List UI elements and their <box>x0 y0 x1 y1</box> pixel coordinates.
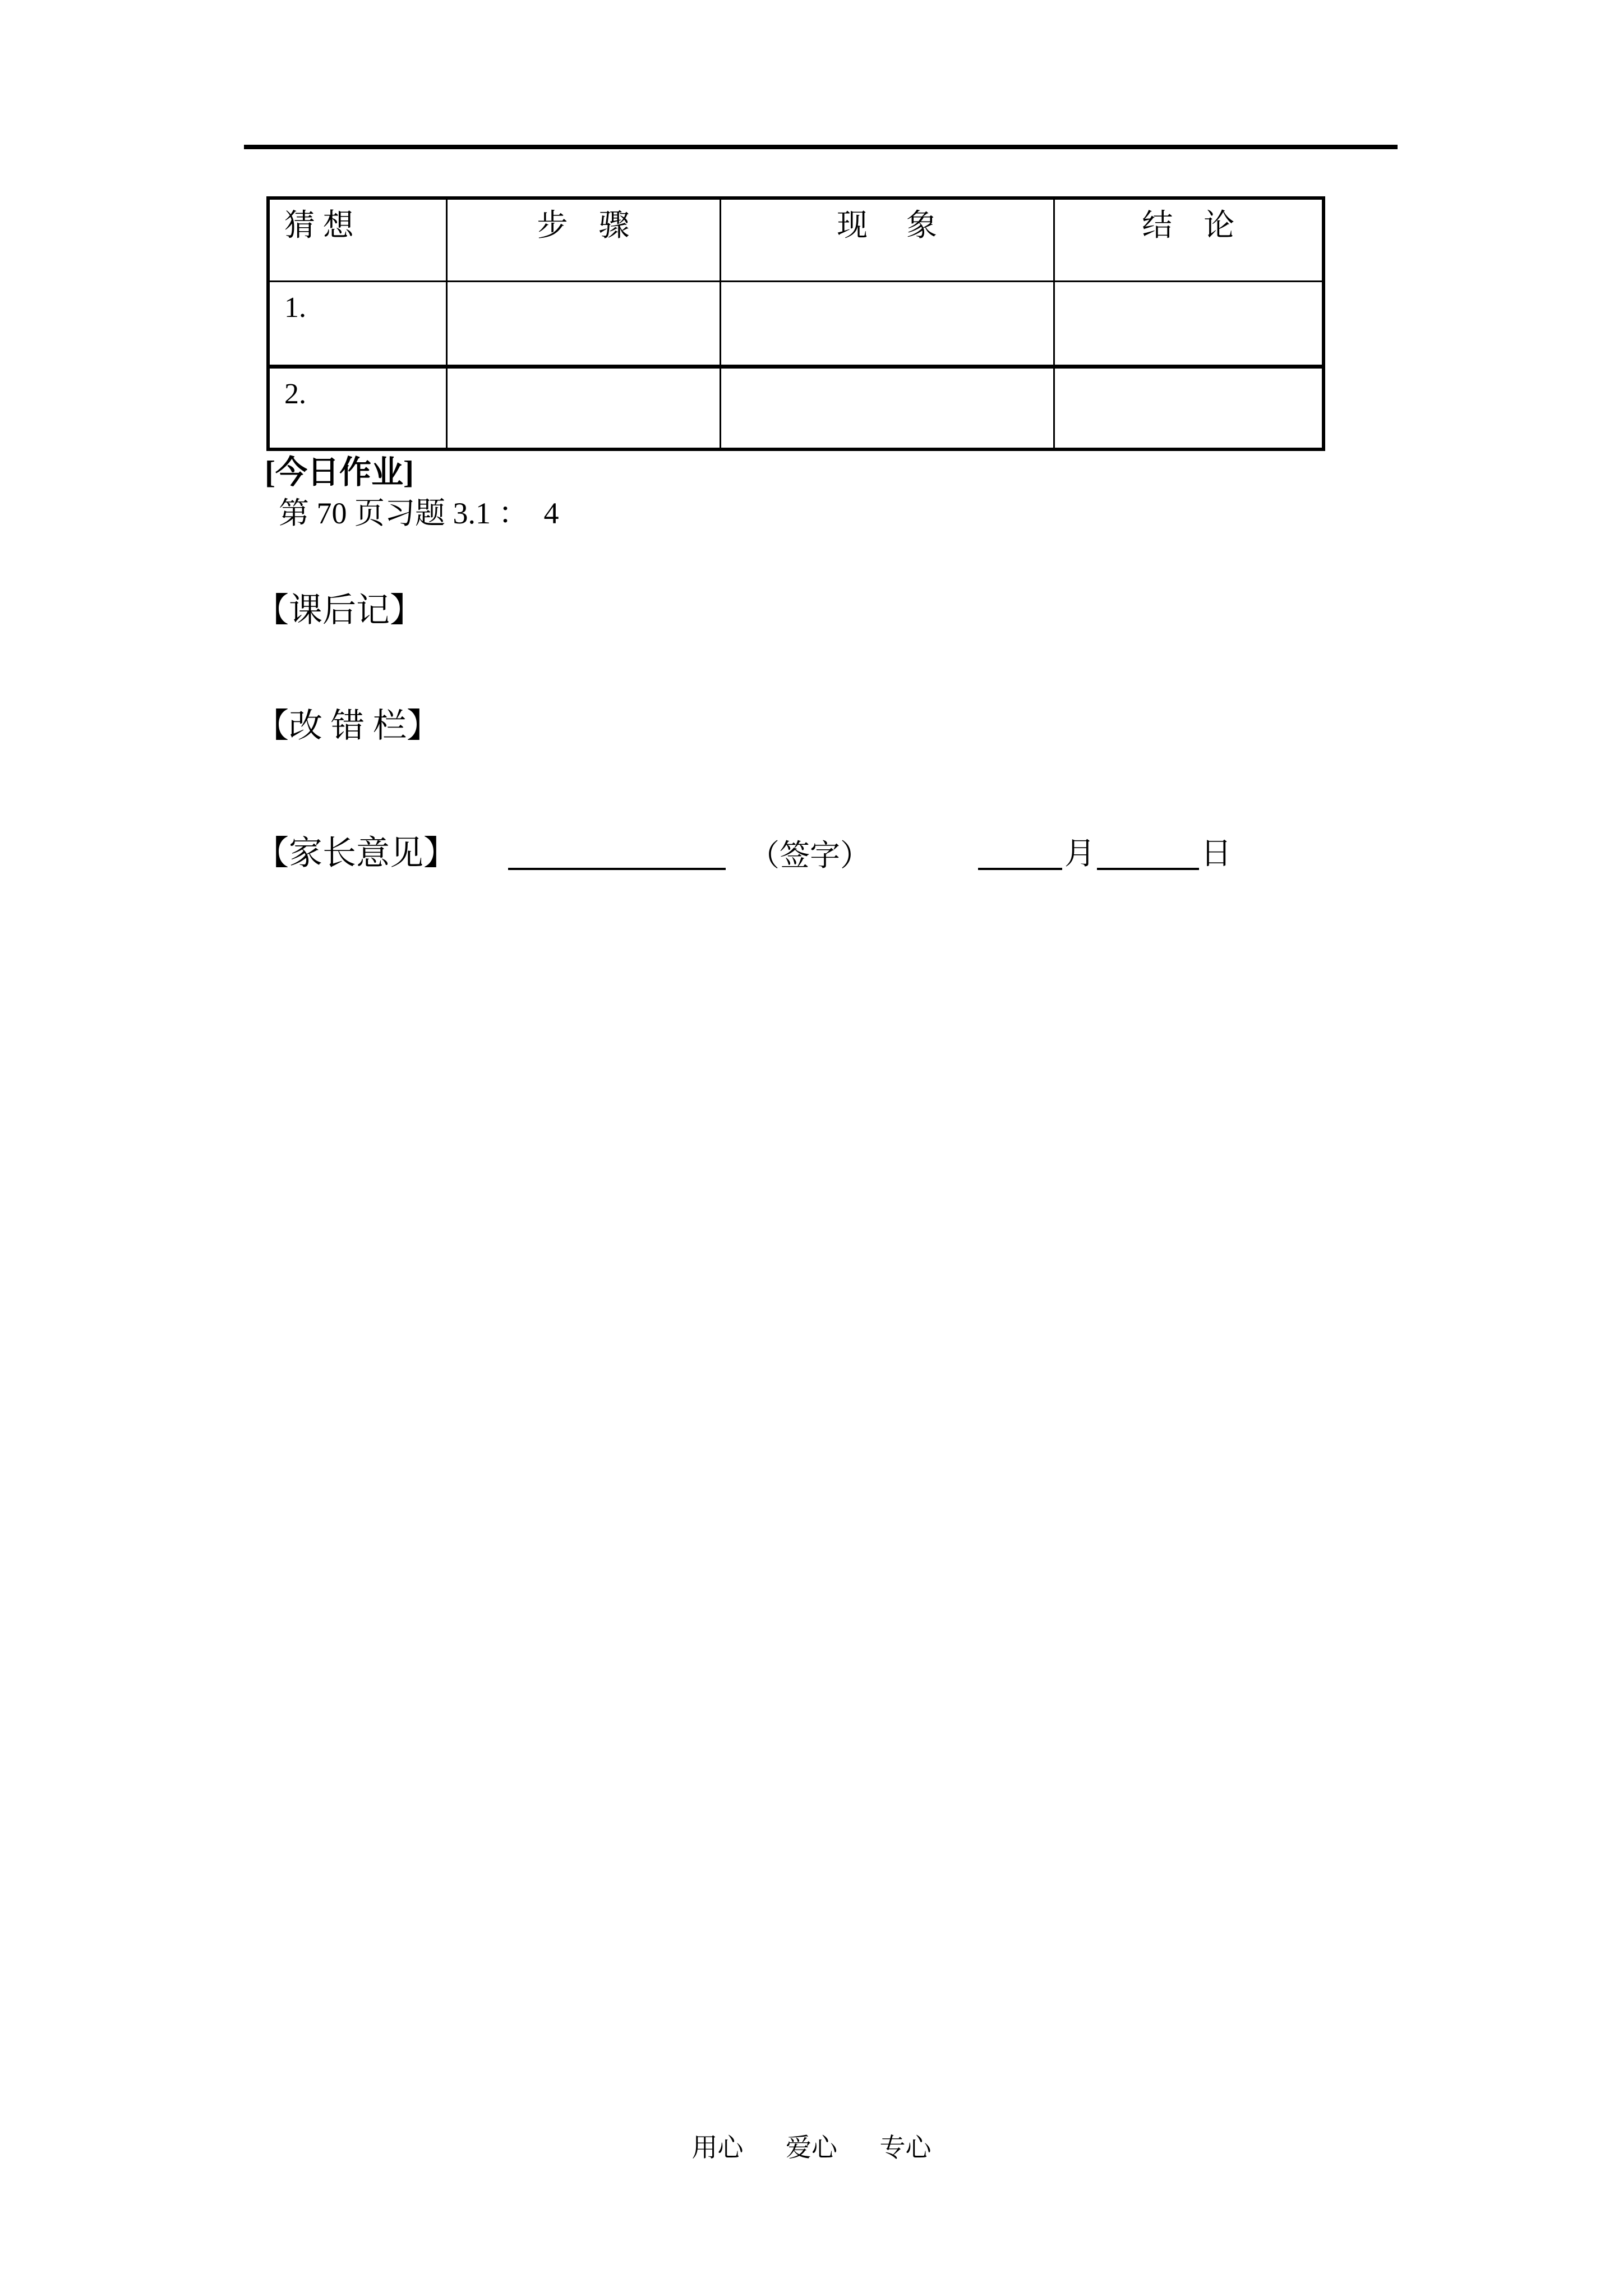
experiment-table-grid <box>266 196 1325 451</box>
parent-opinion-title: 【家长意见】 <box>255 835 457 872</box>
month-label: 月 <box>1064 836 1096 871</box>
day-blank-line <box>1097 868 1199 870</box>
footer <box>0 2127 1623 2164</box>
table-cell-empty <box>720 367 1054 450</box>
experiment-table <box>266 196 1325 451</box>
table-row <box>268 367 1324 450</box>
signature-blank-line <box>508 868 726 870</box>
header-rule <box>244 145 1398 149</box>
month-blank-line <box>978 868 1062 870</box>
homework-section-title: [今日作业] <box>265 455 414 490</box>
table-cell-empty <box>1054 282 1324 367</box>
table-cell-empty <box>720 282 1054 367</box>
header-cell-conclusion: 结 论 <box>1054 198 1324 282</box>
footer-motto-1: 用心 <box>691 2133 744 2162</box>
header-cell-guess: 猜 想 <box>268 198 446 282</box>
table-cell-empty <box>446 282 720 367</box>
header-cell-phenomenon: 现 象 <box>720 198 1054 282</box>
homework-item: 第 70 页习题 3.1 ： 4 <box>279 496 559 530</box>
row-label-cell: 1. <box>268 282 446 367</box>
row-label-cell: 2. <box>268 367 446 450</box>
correction-column-title: 【改 错 栏】 <box>255 707 440 744</box>
day-label: 日 <box>1201 836 1232 871</box>
footer-motto-2: 爱心 <box>786 2133 837 2162</box>
table-cell-empty <box>1054 367 1324 450</box>
header-cell-steps: 步 骤 <box>446 198 720 282</box>
table-row <box>268 282 1324 367</box>
table-header-row <box>268 198 1324 282</box>
table-cell-empty <box>446 367 720 450</box>
after-class-note-title: 【课后记】 <box>255 592 423 629</box>
sign-label: （签字） <box>749 839 870 872</box>
footer-motto-3: 专心 <box>879 2133 932 2162</box>
